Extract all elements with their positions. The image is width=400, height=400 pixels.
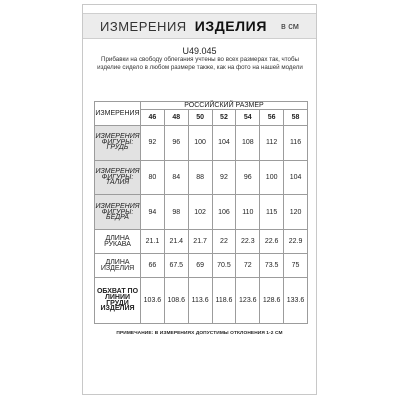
table-cell: 22 bbox=[212, 230, 236, 254]
size-header: 50 bbox=[188, 110, 212, 126]
table-cell: 118.6 bbox=[212, 278, 236, 324]
table-cell: 102 bbox=[188, 195, 212, 230]
table-cell: 80 bbox=[141, 160, 165, 195]
table-cell: 128.6 bbox=[260, 278, 284, 324]
table-cell: 73.5 bbox=[260, 254, 284, 278]
table-cell: 120 bbox=[284, 195, 308, 230]
table-cell: 103.6 bbox=[141, 278, 165, 324]
size-header: 52 bbox=[212, 110, 236, 126]
size-header: 48 bbox=[164, 110, 188, 126]
table-cell: 133.6 bbox=[284, 278, 308, 324]
table-cell: 75 bbox=[284, 254, 308, 278]
row-label: ДЛИНА ИЗДЕЛИЯ bbox=[95, 254, 141, 278]
corner-label: ИЗМЕРЕНИЯ bbox=[95, 102, 141, 126]
row-label: ИЗМЕРЕНИЯ ФИГУРЫ: БЁДРА bbox=[95, 195, 141, 230]
table-row bbox=[95, 278, 308, 324]
table-cell: 104 bbox=[284, 160, 308, 195]
row-label: ДЛИНА РУКАВА bbox=[95, 230, 141, 254]
table-cell: 21.1 bbox=[141, 230, 165, 254]
size-table bbox=[94, 101, 308, 324]
size-header: 56 bbox=[260, 110, 284, 126]
table-cell: 108 bbox=[236, 125, 260, 160]
size-header: 54 bbox=[236, 110, 260, 126]
table-row bbox=[95, 254, 308, 278]
title-unit: в см bbox=[280, 21, 299, 31]
table-cell: 100 bbox=[260, 160, 284, 195]
table-cell: 70.5 bbox=[212, 254, 236, 278]
table-cell: 115 bbox=[260, 195, 284, 230]
table-cell: 106 bbox=[212, 195, 236, 230]
table-row bbox=[95, 125, 308, 160]
table-cell: 123.6 bbox=[236, 278, 260, 324]
table-cell: 113.6 bbox=[188, 278, 212, 324]
fit-note: Прибавки на свободу облегания учтены во всех размерах так, чтобы изделие сидело в любом размере также, как на фото на нашей модели bbox=[97, 56, 303, 71]
table-cell: 98 bbox=[164, 195, 188, 230]
size-group-label: РОССИЙСКИЙ РАЗМЕР bbox=[141, 102, 308, 110]
table-cell: 66 bbox=[141, 254, 165, 278]
title-light: ИЗМЕРЕНИЯ bbox=[100, 18, 187, 34]
table-cell: 116 bbox=[284, 125, 308, 160]
table-cell: 84 bbox=[164, 160, 188, 195]
table-cell: 100 bbox=[188, 125, 212, 160]
table-cell: 69 bbox=[188, 254, 212, 278]
table-cell: 22.9 bbox=[284, 230, 308, 254]
size-chart-sheet bbox=[82, 4, 317, 395]
table-row bbox=[95, 195, 308, 230]
table-cell: 92 bbox=[212, 160, 236, 195]
table-row bbox=[95, 160, 308, 195]
table-cell: 21.7 bbox=[188, 230, 212, 254]
tolerance-note: ПРИМЕЧАНИЕ: В ИЗМЕРЕНИЯХ ДОПУСТИМЫ ОТКЛОНЕНИЯ 1-2 СМ bbox=[116, 331, 283, 336]
title-bold: ИЗДЕЛИЯ bbox=[194, 18, 267, 34]
table-cell: 22.3 bbox=[236, 230, 260, 254]
table-cell: 108.6 bbox=[164, 278, 188, 324]
table-cell: 96 bbox=[164, 125, 188, 160]
table-cell: 104 bbox=[212, 125, 236, 160]
table-cell: 88 bbox=[188, 160, 212, 195]
row-label: ИЗМЕРЕНИЯ ФИГУРЫ: ГРУДЬ bbox=[95, 125, 141, 160]
size-header: 58 bbox=[284, 110, 308, 126]
table-row bbox=[95, 230, 308, 254]
table-cell: 94 bbox=[141, 195, 165, 230]
size-group-row bbox=[95, 102, 308, 110]
table-cell: 72 bbox=[236, 254, 260, 278]
table-cell: 21.4 bbox=[164, 230, 188, 254]
row-label: ИЗМЕРЕНИЯ ФИГУРЫ: ТАЛИЯ bbox=[95, 160, 141, 195]
table-cell: 67.5 bbox=[164, 254, 188, 278]
table-cell: 22.6 bbox=[260, 230, 284, 254]
table-cell: 112 bbox=[260, 125, 284, 160]
row-label: ОБХВАТ ПО ЛИНИИ ГРУДИ ИЗДЕЛИЯ bbox=[95, 278, 141, 324]
table-cell: 92 bbox=[141, 125, 165, 160]
table-cell: 110 bbox=[236, 195, 260, 230]
size-header: 46 bbox=[141, 110, 165, 126]
title-bar bbox=[83, 13, 316, 39]
article-number: U49.045 bbox=[182, 46, 217, 56]
table-cell: 96 bbox=[236, 160, 260, 195]
